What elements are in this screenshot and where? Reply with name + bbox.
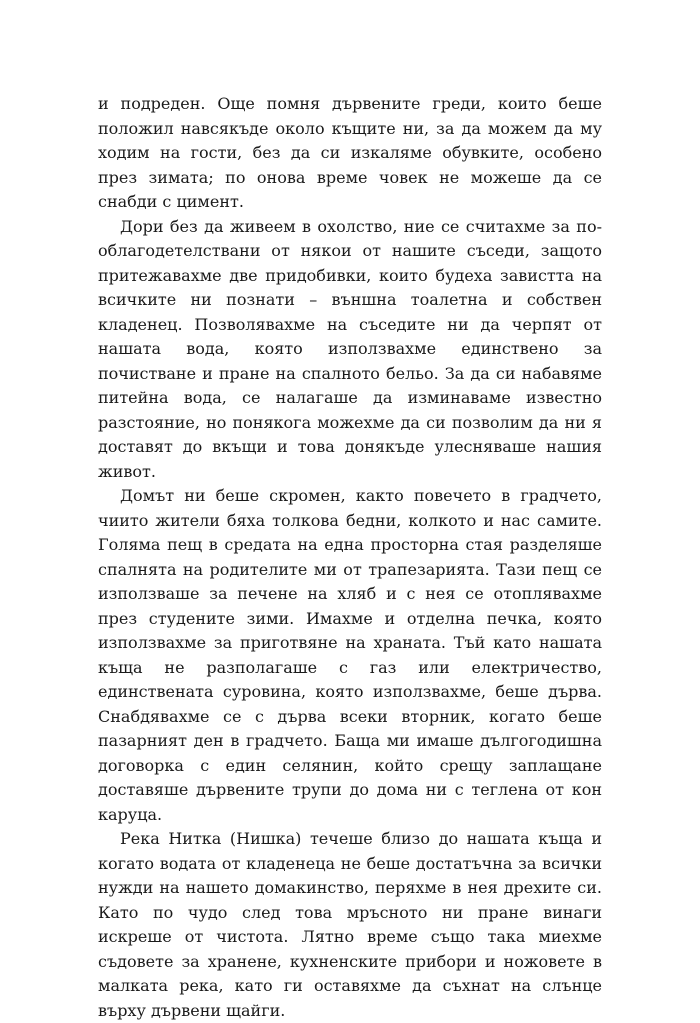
paragraph-2: Дори без да живеем в охолство, ние се считахме за по-облагодетелствани от някои от нашите съседи, защото притежавахме две придобивки, които будеха завистта на всичките ни познати – външна тоалетна и собствен кладенец. Позволявахме на съседите ни да черпят от нашата вода, която използвахме единствено за почистване и пране на спалното бельо. За да си набавяме питейна вода, се налагаше да изминаваме известно разстояние, но понякога можехме да си позволим да ни я доставят до вкъщи и това донякъде улесняваше нашия живот. (98, 216, 602, 481)
paragraph-1: и подреден. Още помня дървените греди, които беше положил навсякъде около къщите ни, за да можем да му ходим на гости, без да си изкаляме обувките, особено през зимата; по онова време човек не можеше да се снабди с цимент. (98, 94, 602, 211)
paragraph-3: Домът ни беше скромен, както повечето в градчето, чиито жители бяха толкова бедни, колкото и нас самите. Голяма пещ в средата на една просторна стая разделяше спалнята на родителите ми от трапезарията. Тази пещ се използваше за печене на хляб и с нея се отоплявахме през студените зими. Имахме и отделна печка, която използвахме за приготвяне на храната. Тъй като нашата къща не разполагаше с газ или електричество, единствената суровина, която използвахме, беше дърва. Снабдявахме се с дърва всеки вторник, когато беше пазарният ден в градчето. Баща ми имаше дългогодишна договорка с един селянин, който срещу заплащане доставяше дървените трупи до дома ни с теглена от кон каруца. (98, 486, 602, 824)
body-text (98, 92, 602, 1023)
paragraph-4: Река Нитка (Нишка) течеше близо до нашата къща и когато водата от кладенеца не беше достатъчна за всички нужди на нашето домакинство, перяхме в нея дрехите си. Като по чудо след това мръсното ни пране винаги искреше от чистота. Лятно време също така миехме съдовете за хранене, кухненските прибори и ножовете в малката река, като ги оставяхме да съхнат на слънце върху дървени щайги. (98, 829, 602, 1020)
